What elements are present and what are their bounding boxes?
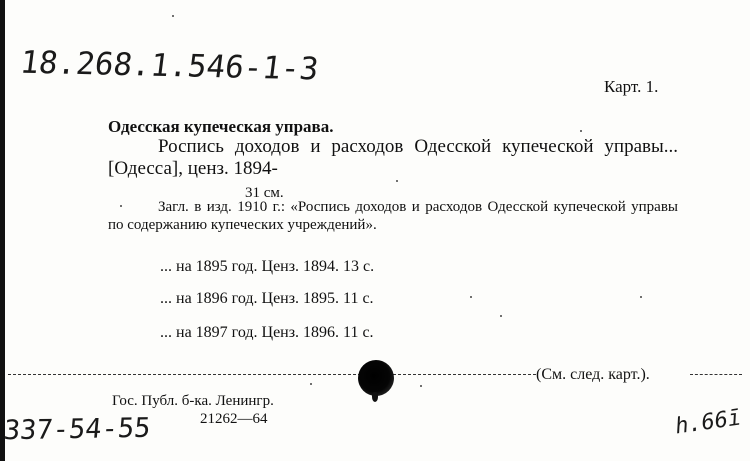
title-note: Загл. в изд. 1910 г.: «Роспись доходов и расходов Одесской купеческой управы по содержанию купеческих учреждений». (108, 199, 678, 233)
continued-note: (См. след. карт.). (536, 366, 650, 383)
speck (580, 130, 582, 132)
volume-entry: ... на 1895 год. Ценз. 1894. 13 с. (160, 258, 375, 275)
speck (500, 315, 502, 317)
physical-format: 31 см. (245, 185, 284, 201)
speck (172, 15, 174, 17)
speck (120, 205, 122, 207)
volume-entry: ... на 1896 год. Ценз. 1895. 11 с. (160, 290, 374, 307)
card-id: 21262—64 (200, 411, 268, 427)
title-statement: Роспись доходов и расходов Одесской купеческой управы... [Одесса], ценз. 1894- (108, 136, 678, 179)
speck (310, 383, 312, 385)
dashed-divider (8, 374, 536, 375)
ink-blot (358, 360, 394, 396)
speck (640, 296, 642, 298)
card-number: Карт. 1. (604, 77, 659, 96)
speck (396, 180, 398, 182)
acquisition-number: 337-54-55 (2, 412, 152, 447)
cataloger-initials: h.66ī (673, 405, 743, 440)
card-left-edge (0, 0, 5, 461)
dashed-divider-end (690, 374, 742, 375)
speck (470, 296, 472, 298)
ink-blot-drip (372, 392, 378, 402)
corporate-author-heading: Одесская купеческая управа. (108, 117, 334, 136)
speck (420, 385, 422, 387)
library-name: Гос. Публ. б-ка. Ленингр. (112, 393, 274, 409)
call-number: 18.268.1.546-1-3 (18, 44, 321, 88)
volume-entry: ... на 1897 год. Ценз. 1896. 11 с. (160, 324, 374, 341)
